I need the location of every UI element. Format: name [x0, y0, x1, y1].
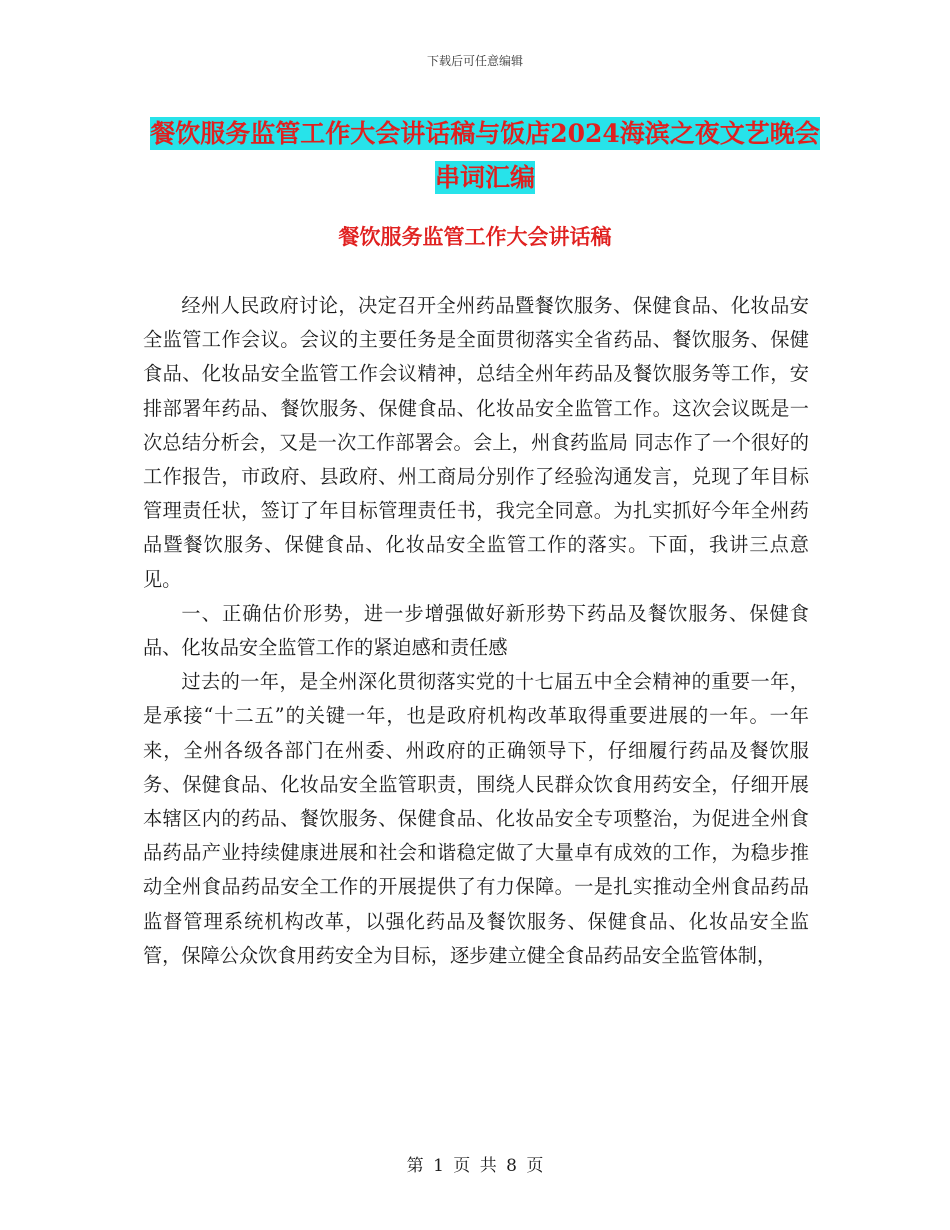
page-header-note: 下载后可任意编辑: [426, 54, 523, 68]
document-title: [140, 112, 830, 200]
section-title: 餐饮服务监管工作大会讲话稿: [338, 224, 612, 249]
body-paragraph: 一、正确估价形势，进一步增强做好新形势下药品及餐饮服务、保健食品、化妆品安全监管工作的紧迫感和责任感: [143, 601, 809, 660]
page-number: 第 1 页 共 8 页: [406, 1156, 544, 1176]
body-paragraph: 经州人民政府讨论，决定召开全州药品暨餐饮服务、保健食品、化妆品安全监管工作会议。会议的主要任务是全面贯彻落实全省药品、餐饮服务、保健食品、化妆品安全监管工作会议精神，总结全州年药品及餐饮服务等工作，安排部署年药品、餐饮服务、保健食品、化妆品安全监管工作。这次会议既是一次总结分析会，又是一次工作部署会。会上，州食药监局 同志作了一个很好的工作报告，市政府、县政府、州工商局分别作了经验沟通发言，兑现了年目标管理责任状，签订了年目标管理责任书，我完全同意。为扎实抓好今年全州药品暨餐饮服务、保健食品、化妆品安全监管工作的落实。下面，我讲三点意见。: [143, 294, 809, 591]
body-paragraph: 过去的一年，是全州深化贯彻落实党的十七届五中全会精神的重要一年，是承接“十二五”的关键一年，也是政府机构改革取得重要进展的一年。一年来，全州各级各部门在州委、州政府的正确领导下，仔细履行药品及餐饮服务、保健食品、化妆品安全监管职责，围绕人民群众饮食用药安全，仔细开展本辖区内的药品、餐饮服务、保健食品、化妆品安全专项整治，为促进全州食品药品产业持续健康进展和社会和谐稳定做了大量卓有成效的工作，为稳步推动全州食品药品安全工作的开展提供了有力保障。一是扎实推动全州食品药品监督管理系统机构改革，以强化药品及餐饮服务、保健食品、化妆品安全监管，保障公众饮食用药安全为目标，逐步建立健全食品药品安全监管体制，: [143, 670, 809, 967]
document-body: [143, 289, 809, 973]
document-title-text: 餐饮服务监管工作大会讲话稿与饭店2024海滨之夜文艺晚会串词汇编: [150, 119, 820, 192]
